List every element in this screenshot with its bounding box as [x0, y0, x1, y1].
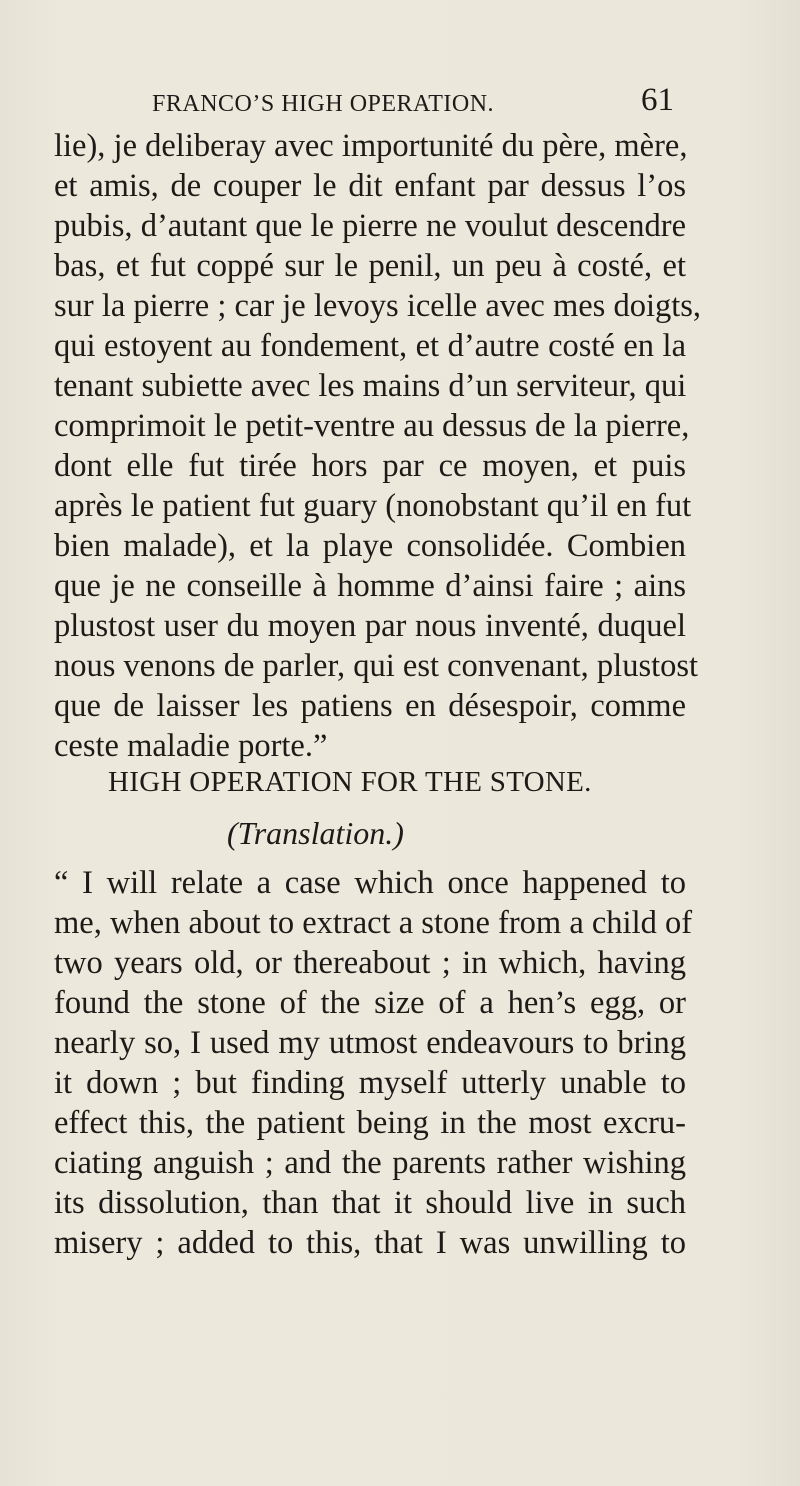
text-line: après le patient fut guary (nonobstant qu’il en fut [54, 488, 692, 524]
text-line: et amis, de couper le dit enfant par dessus l’os [54, 168, 686, 204]
text-line: tenant subiette avec les mains d’un serviteur, qui [54, 368, 687, 404]
text-line: dont elle fut tirée hors par ce moyen, et puis [54, 448, 686, 484]
text-line: two years old, or thereabout ; in which, having [54, 945, 686, 981]
text-line: nearly so, I used my utmost endeavours to bring [54, 1025, 686, 1061]
text-line: “ I will relate a case which once happened to [54, 865, 686, 901]
text-line: ceste maladie porte.” [54, 728, 328, 764]
text-line: ciating anguish ; and the parents rather wishing [54, 1145, 686, 1181]
section-heading: HIGH OPERATION FOR THE STONE. [108, 766, 592, 798]
text-line: plustost user du moyen par nous inventé, duquel [54, 608, 686, 644]
text-line: misery ; added to this, that I was unwilling to [54, 1225, 686, 1261]
text-line: effect this, the patient being in the most excru- [54, 1105, 686, 1141]
text-line: qui estoyent au fondement, et d’autre costé en la [54, 328, 686, 364]
page-number: 61 [641, 82, 674, 118]
text-line: sur la pierre ; car je levoys icelle avec mes doigts, [54, 288, 702, 324]
text-line: its dissolution, than that it should live in such [54, 1185, 686, 1221]
text-line: bas, et fut coppé sur le penil, un peu à costé, et [54, 248, 686, 284]
text-line: me, when about to extract a stone from a child of [54, 905, 693, 941]
text-line: found the stone of the size of a hen’s egg, or [54, 985, 686, 1021]
text-line: que de laisser les patiens en désespoir, comme [54, 688, 686, 724]
text-line: it down ; but finding myself utterly unable to [54, 1065, 686, 1101]
text-line: pubis, d’autant que le pierre ne voulut descendre [54, 208, 686, 244]
section-subheading: (Translation.) [227, 815, 404, 851]
text-line: bien malade), et la playe consolidée. Combien [54, 528, 686, 564]
text-line: lie), je deliberay avec importunité du père, mère, [54, 128, 688, 164]
text-line: que je ne conseille à homme d’ainsi faire ; ains [54, 568, 686, 604]
text-line: nous venons de parler, qui est convenant, plustost [54, 648, 699, 684]
running-head: FRANCO’S HIGH OPERATION. [152, 91, 495, 117]
text-line: comprimoit le petit-ventre au dessus de la pierre, [54, 408, 690, 444]
